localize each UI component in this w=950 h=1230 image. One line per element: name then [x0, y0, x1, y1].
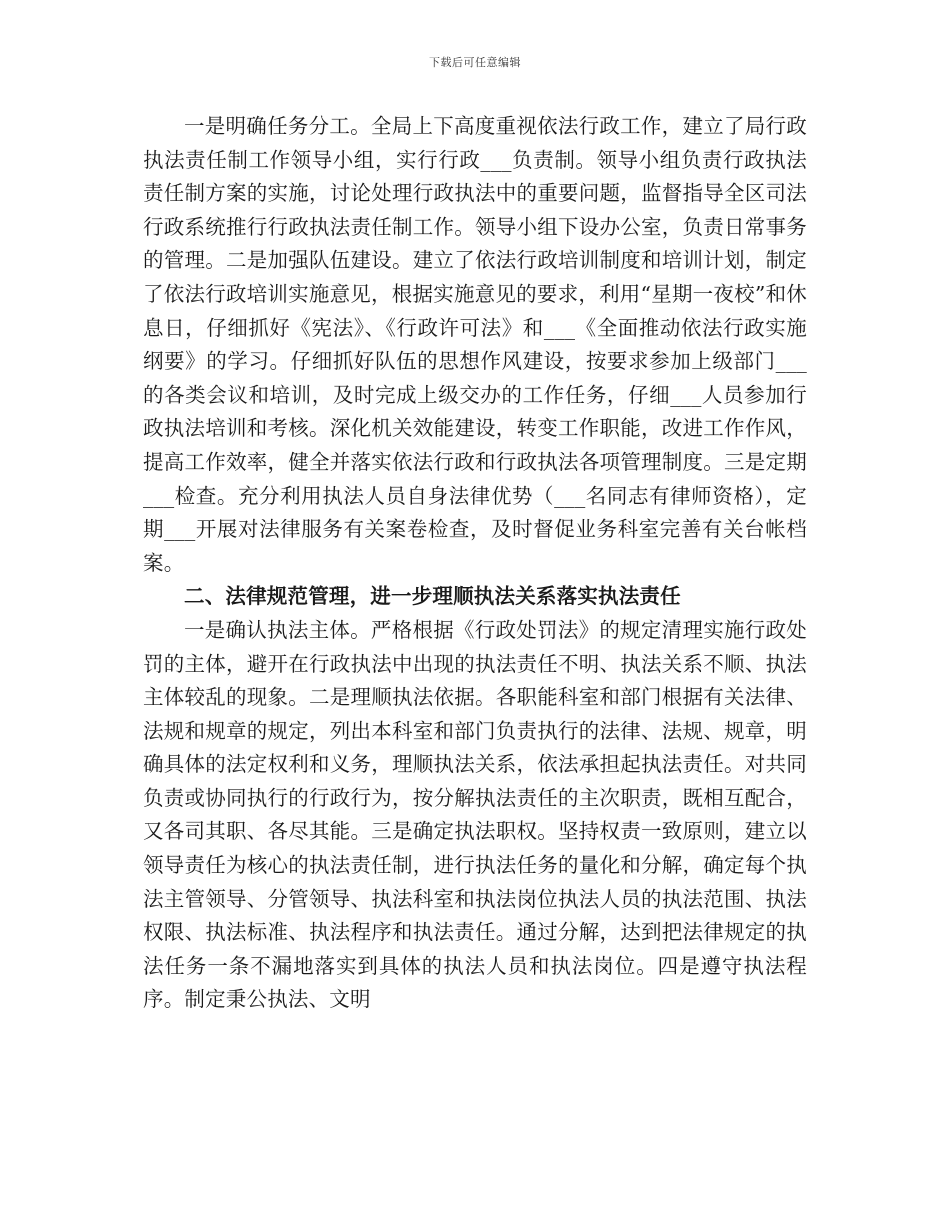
section-heading-legal-management: 二、法律规范管理，进一步理顺执法关系落实执法责任: [184, 584, 681, 609]
paragraph-enforcement-subject: 一是确认执法主体。严格根据《行政处罚法》的规定清理实施行政处罚的主体，避开在行政执法中出现的执法责任不明、执法关系不顺、执法主体较乱的现象。二是理顺执法依据。各职能科室和部门根据有关法律、法规和规章的规定，列出本科室和部门负责执行的法律、法规、规章，明确具体的法定权利和义务，理顺执法关系，依法承担起执法责任。对共同负责或协同执行的行政行为，按分解执法责任的主次职责，既相互配合，又各司其职、各尽其能。三是确定执法职权。坚持权责一致原则，建立以领导责任为核心的执法责任制，进行执法任务的量化和分解，确定每个执法主管领导、分管领导、执法科室和执法岗位执法人员的执法范围、执法权限、执法标准、执法程序和执法责任。通过分解，达到把法律规定的执法任务一条不漏地落实到具体的执法人员和执法岗位。四是遵守执法程序。制定秉公执法、文明: [143, 617, 807, 1012]
header-note: 下载后可任意编辑: [429, 56, 521, 69]
document-body: [143, 110, 807, 1017]
paragraph-task-division: 一是明确任务分工。全局上下高度重视依法行政工作，建立了局行政执法责任制工作领导小组，实行行政___负责制。领导小组负责行政执法责任制方案的实施，讨论处理行政执法中的重要问题，监督指导全区司法行政系统推行行政执法责任制工作。领导小组下设办公室，负责日常事务的管理。二是加强队伍建设。建立了依法行政培训制度和培训计划，制定了依法行政培训实施意见，根据实施意见的要求，利用“星期一夜校”和休息日，仔细抓好《宪法》、《行政许可法》和___《全面推动依法行政实施纲要》的学习。仔细抓好队伍的思想作风建设，按要求参加上级部门___的各类会议和培训，及时完成上级交办的工作任务，仔细___人员参加行政执法培训和考核。深化机关效能建设，转变工作职能，改进工作作风，提高工作效率，健全并落实依法行政和行政执法各项管理制度。三是定期___检查。充分利用执法人员自身法律优势（___名同志有律师资格），定期___开展对法律服务有关案卷检查，及时督促业务科室完善有关台帐档案。: [143, 114, 807, 575]
